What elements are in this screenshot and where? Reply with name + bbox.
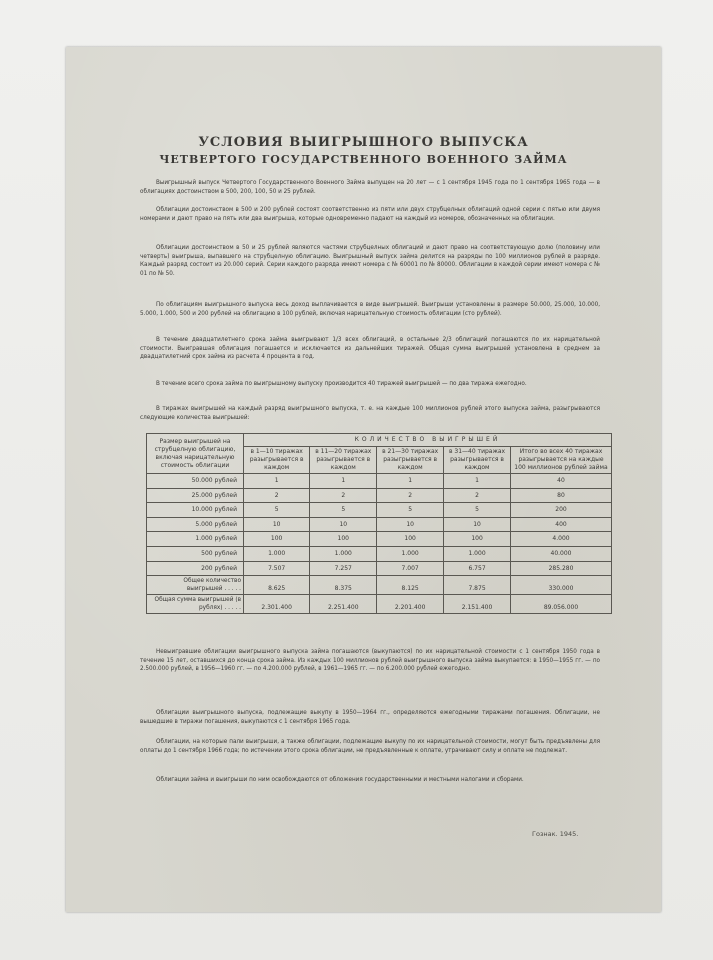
paragraph: Облигации достоинством в 50 и 25 рублей являются частями струбцелных облигаций и дают право на соответствующую долю (половину или четверть) выигрыша, выпавшего на струбцелную облигацию. Выигрышный выпуск займа делится на разряды по 100 миллионов рублей в разряде. Каждый разряд состоит из 20.000 серий. Серии каждого разряда имеют номера с № 60001 по № 80000. Облигации в каждой серии имеют номера с № 01 по № 50.: [140, 244, 600, 277]
table-cell: 100: [377, 532, 444, 547]
table-cell: 1: [244, 474, 310, 489]
table-row: [147, 474, 612, 489]
table-cell: 1.000: [377, 546, 444, 561]
winnings-table: [146, 433, 612, 614]
table-cell: 10: [244, 517, 310, 532]
table-cell: 80: [511, 488, 612, 503]
table-subheader: Итого во всех 40 тиражах разыгрывается на каждые 100 миллионов рублей займа: [511, 447, 612, 474]
table-cell: 5: [310, 503, 377, 518]
table-subheader: в 1—10 тиражах разыгрывается в каждом: [244, 447, 310, 474]
table-cell: 2: [310, 488, 377, 503]
table-cell: 2: [244, 488, 310, 503]
total-sum-label: Общая сумма выигрышей (в рублях) . . . . .: [147, 595, 244, 614]
table-cell: 285.280: [511, 561, 612, 576]
table-cell: 1: [310, 474, 377, 489]
table-cell: 10: [377, 517, 444, 532]
table-row: [147, 488, 612, 503]
table-subheader: в 11—20 тиражах разыгрывается в каждом: [310, 447, 377, 474]
prize-label: 200 рублей: [147, 561, 244, 576]
prize-label: 10.000 рублей: [147, 503, 244, 518]
paragraph: В течение всего срока займа по выигрышному выпуску производится 40 тиражей выигрышей — по два тиража ежегодно.: [156, 380, 527, 387]
table-cell: 7.507: [244, 561, 310, 576]
paragraph: По облигациям выигрышного выпуска весь доход выплачивается в виде выигрышей. Выигрыши установлены в размере 50.000, 25.000, 10.000, 5.000, 1.000, 500 и 200 рублей на облигацию в 100 рублей, включая нарицательную стоимость облигации (сто рублей).: [140, 301, 600, 317]
table-row: [147, 517, 612, 532]
table-cell: 1: [377, 474, 444, 489]
paragraph: В тиражах выигрышей на каждый разряд выигрышного выпуска, т. е. на каждые 100 миллионов рублей этого выпуска займа, разыгрываются следующие количества выигрышей:: [140, 405, 600, 421]
table-header-prize-size: Размер выигрышей на струбцелную облигацию, включая нарицательную стоимость облигации: [147, 434, 244, 474]
paragraph: Невыигравшие облигации выигрышного выпуска займа погашаются (выкупаются) по их нарицательной стоимости с 1 сентября 1950 года в течение 15 лет, оставшихся до конца срока займа. Из каждых 100 миллионов рублей выигрышного выпуска займа выкупается: в 1950—1955 гг. — по 2.500.000 рублей, в 1956—1960 гг. — по 4.200.000 рублей, в 1961—1965 гг. — по 6.200.000 рублей ежегодно.: [140, 648, 600, 673]
paragraph: Облигации займа и выигрыши по ним освобождаются от обложения государственными и местными налогами и сборами.: [156, 776, 524, 783]
table-cell: 40: [511, 474, 612, 489]
document-subtitle: ЧЕТВЕРТОГО ГОСУДАРСТВЕННОГО ВОЕННОГО ЗАЙМА: [159, 153, 568, 166]
bond-reverse-sheet: [66, 47, 661, 912]
table-subheader: в 21—30 тиражах разыгрывается в каждом: [377, 447, 444, 474]
table-cell: 400: [511, 517, 612, 532]
prize-label: 50.000 рублей: [147, 474, 244, 489]
table-cell: 40.000: [511, 546, 612, 561]
prize-label: 25.000 рублей: [147, 488, 244, 503]
table-cell: 7.007: [377, 561, 444, 576]
total-count-label: Общее количество выигрышей . . . . .: [147, 576, 244, 595]
printer-mark: Гознак. 1945.: [532, 830, 579, 838]
table-cell: 100: [444, 532, 511, 547]
table-cell: 1.000: [244, 546, 310, 561]
prize-label: 1.000 рублей: [147, 532, 244, 547]
table-cell: 2.301.400: [244, 595, 310, 614]
table-header-wins-count: КОЛИЧЕСТВО ВЫИГРЫШЕЙ: [244, 434, 612, 447]
table-subheader: в 31—40 тиражах разыгрывается в каждом: [444, 447, 511, 474]
table-cell: 8.375: [310, 576, 377, 595]
table-cell: 89.056.000: [511, 595, 612, 614]
table-total-count-row: [147, 576, 612, 595]
table-row: [147, 561, 612, 576]
table-cell: 1.000: [310, 546, 377, 561]
table-cell: 1: [444, 474, 511, 489]
table-cell: 8.625: [244, 576, 310, 595]
table-cell: 5: [244, 503, 310, 518]
table-cell: 100: [244, 532, 310, 547]
table-cell: 2.201.400: [377, 595, 444, 614]
table-cell: 2: [444, 488, 511, 503]
table-cell: 2.251.400: [310, 595, 377, 614]
paragraph: Облигации, на которые пали выигрыши, а также облигации, подлежащие выкупу по их нарицательной стоимости, могут быть предъявлены для оплаты до 1 сентября 1966 года; по истечении этого срока облигации, не предъявленные к оплате, утрачивают силу и оплате не подлежат.: [140, 738, 600, 754]
paragraph: В течение двадцатилетнего срока займа выигрывают 1/3 всех облигаций, в остальные 2/3 облигаций погашаются по их нарицательной стоимости. Выигравшая облигация погашается и исключается из дальнейших тиражей. Общая сумма выигрышей установлена в среднем за двадцатилетний срок займа из расчета 4 процента в год.: [140, 336, 600, 361]
table-cell: 4.000: [511, 532, 612, 547]
table-cell: 7.875: [444, 576, 511, 595]
table-cell: 6.757: [444, 561, 511, 576]
prize-label: 500 рублей: [147, 546, 244, 561]
table-cell: 7.257: [310, 561, 377, 576]
table-cell: 2.151.400: [444, 595, 511, 614]
prize-label: 5.000 рублей: [147, 517, 244, 532]
table-cell: 10: [310, 517, 377, 532]
table-cell: 10: [444, 517, 511, 532]
table-total-sum-row: [147, 595, 612, 614]
table-row: [147, 503, 612, 518]
paragraph: Выигрышный выпуск Четвертого Государственного Военного Займа выпущен на 20 лет — с 1 сентября 1945 года по 1 сентября 1965 года — в облигациях достоинством в 500, 200, 100, 50 и 25 рублей.: [140, 179, 600, 195]
table-cell: 330.000: [511, 576, 612, 595]
table-cell: 8.125: [377, 576, 444, 595]
table-cell: 5: [444, 503, 511, 518]
table-cell: 1.000: [444, 546, 511, 561]
table-cell: 200: [511, 503, 612, 518]
table-row: [147, 546, 612, 561]
table-cell: 2: [377, 488, 444, 503]
paragraph: Облигации выигрышного выпуска, подлежащие выкупу в 1950—1964 гг., определяются ежегодными тиражами погашения. Облигации, не вышедшие в тиражи погашения, выкупаются с 1 сентября 1965 года.: [140, 709, 600, 725]
document-title: УСЛОВИЯ ВЫИГРЫШНОГО ВЫПУСКА: [198, 135, 529, 150]
paragraph: Облигации достоинством в 500 и 200 рублей состоят соответственно из пяти или двух струбцелных облигаций одной серии с пятью или двумя номерами и дают право на пять или два выигрыша, которые одновременно падают на каждый из номеров, обозначенных на облигации.: [140, 206, 600, 222]
table-cell: 5: [377, 503, 444, 518]
table-cell: 100: [310, 532, 377, 547]
table-row: [147, 532, 612, 547]
